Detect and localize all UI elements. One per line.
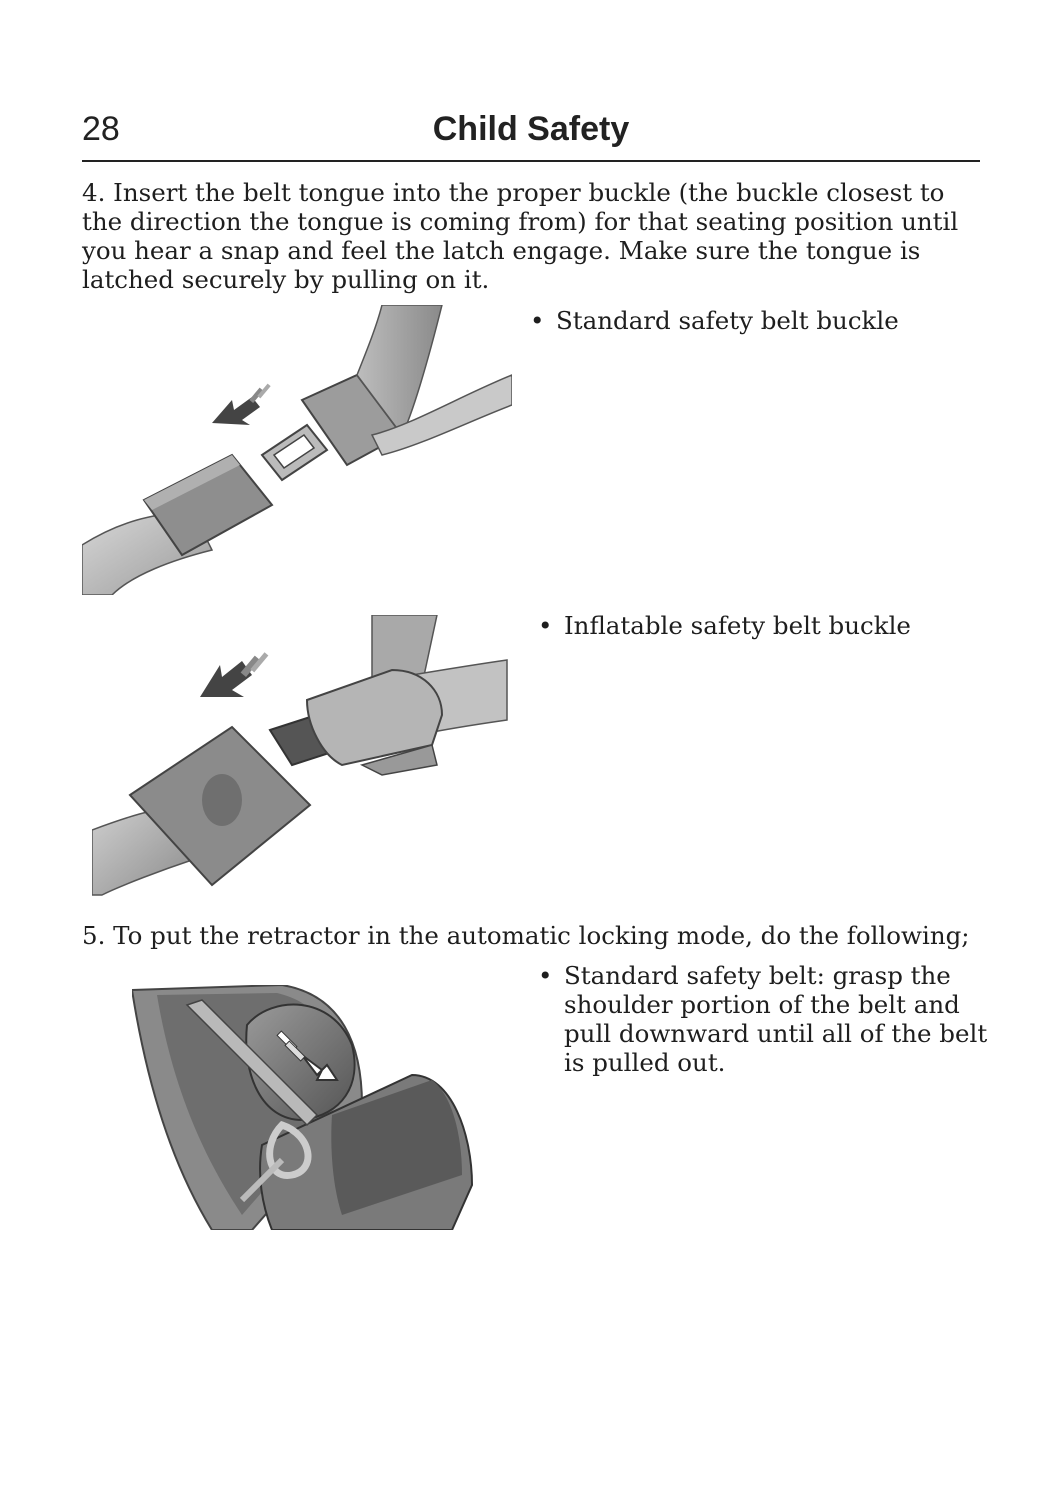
- inflatable-buckle-figure: [92, 615, 512, 900]
- standard-buckle-label: Standard safety belt buckle: [556, 306, 899, 335]
- page-number: 28: [82, 110, 120, 148]
- inflatable-buckle-illustration-icon: [92, 615, 512, 900]
- bullet-dot: •: [530, 306, 545, 335]
- standard-belt-instruction: Standard safety belt: grasp the shoulder portion of the belt and pull downward until all of the belt is pulled out.: [564, 961, 988, 1077]
- page-title: Child Safety: [432, 110, 630, 148]
- seatbelt-buckle-illustration-icon: [82, 305, 512, 595]
- inflatable-buckle-label: Inflatable safety belt buckle: [564, 611, 911, 640]
- seat-retractor-illustration-icon: [132, 985, 477, 1230]
- standard-buckle-bullet: [528, 306, 1006, 335]
- bullet-dot: •: [538, 611, 553, 640]
- bullet-dot: •: [538, 961, 553, 990]
- inflatable-buckle-bullet: [536, 611, 1014, 640]
- standard-belt-bullet: [536, 961, 994, 1077]
- retractor-figure: [132, 985, 477, 1230]
- step-5-paragraph: 5. To put the retractor in the automatic locking mode, do the following;: [82, 921, 970, 950]
- page-header: [82, 108, 980, 162]
- step-4-paragraph: 4. Insert the belt tongue into the proper buckle (the buckle closest to the direction the tongue is coming from) for that seating position until you hear a snap and feel the latch engage. Make sure the tongue is latched securely by pulling on it.: [82, 178, 959, 294]
- standard-buckle-figure: [82, 305, 512, 595]
